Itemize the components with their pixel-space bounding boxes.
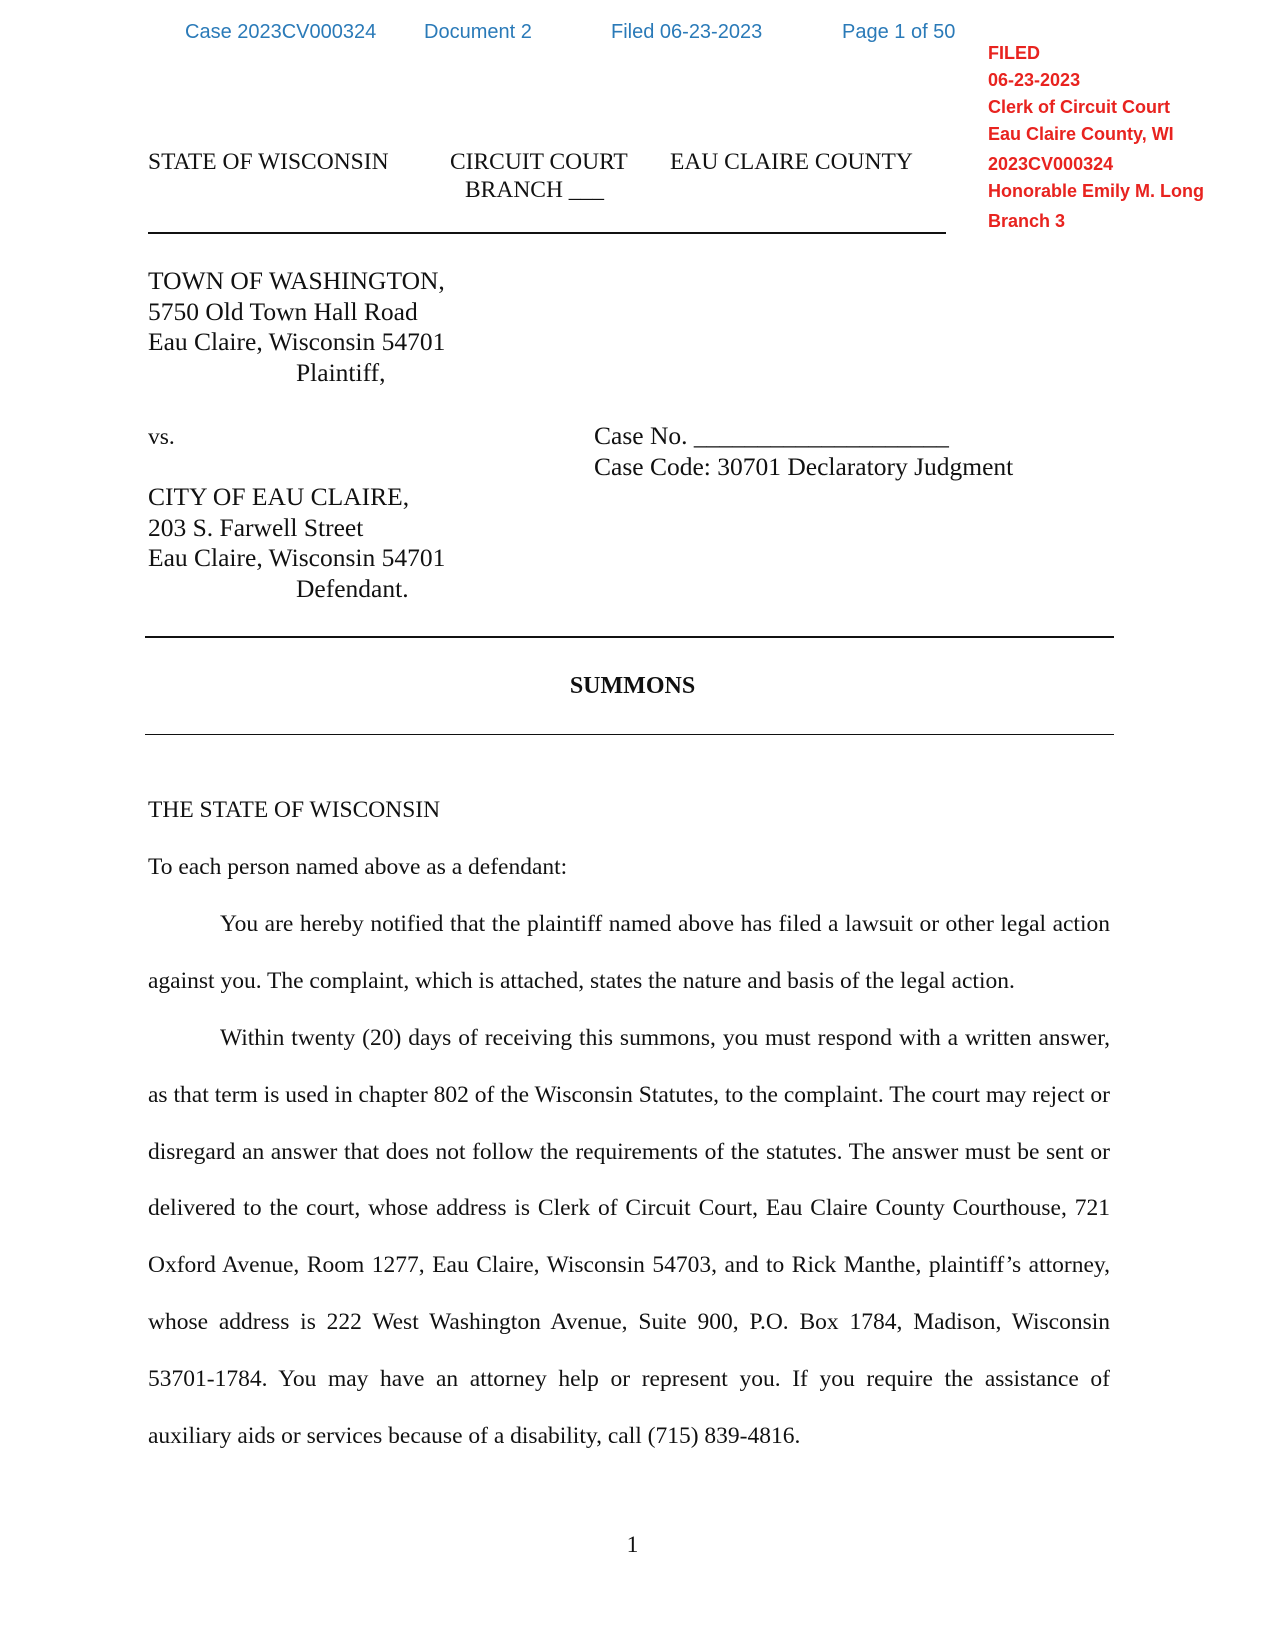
plaintiff-role: Plaintiff, — [296, 357, 386, 387]
defendant-name: CITY OF EAU CLAIRE, — [148, 482, 410, 511]
defendant-role: Defendant. — [296, 573, 409, 603]
stamp-line: 06-23-2023 — [988, 70, 1081, 90]
caption-branch: BRANCH ___ — [465, 177, 605, 203]
salutation: To each person named above as a defendant: — [148, 854, 568, 880]
defendant-address-line2: Eau Claire, Wisconsin 54701 — [148, 543, 446, 572]
stamp-line: 2023CV000324 — [988, 154, 1114, 174]
case-number: Case No. ____________________ — [594, 421, 949, 450]
stamp-line: FILED — [988, 43, 1040, 63]
state-heading: THE STATE OF WISCONSIN — [148, 797, 441, 823]
paragraph-notice-text: You are hereby notified that the plaintiff named above has filed a lawsuit or other legal action against you. The complaint, which is attached, states the nature and basis of the legal action. — [148, 911, 1110, 994]
stamp-line: Clerk of Circuit Court — [988, 97, 1171, 117]
caption-state: STATE OF WISCONSIN — [148, 149, 389, 175]
plaintiff-address-line1: 5750 Old Town Hall Road — [148, 296, 418, 326]
plaintiff-address-line2: Eau Claire, Wisconsin 54701 — [148, 327, 446, 356]
filing-stamp — [988, 40, 1204, 235]
header-page-count: Page 1 of 50 — [842, 21, 956, 43]
paragraph-notice — [148, 896, 1110, 1010]
title-rule-top — [145, 636, 1114, 638]
paragraph-response — [148, 1010, 1110, 1464]
stamp-line: Branch 3 — [988, 211, 1066, 231]
title-rule-bottom — [145, 734, 1114, 735]
defendant-block — [148, 482, 445, 604]
case-info — [594, 421, 1013, 482]
versus: vs. — [148, 424, 175, 450]
document-title: SUMMONS — [569, 673, 696, 699]
header-document-number: Document 2 — [424, 21, 532, 43]
plaintiff-name: TOWN OF WASHINGTON, — [148, 266, 445, 295]
caption-divider — [148, 232, 946, 234]
plaintiff-block — [148, 266, 445, 388]
header-case-number: Case 2023CV000324 — [185, 21, 377, 43]
case-code: Case Code: 30701 Declaratory Judgment — [594, 451, 1014, 481]
stamp-line: Honorable Emily M. Long — [988, 181, 1205, 201]
paragraph-response-text: Within twenty (20) days of receiving this summons, you must respond with a written answer, as that term is used in chapter 802 of the Wisconsin Statutes, to the complaint. The court may reject or disregard an answer that does not follow the requirements of the statutes. The answer must be sent or delivered to the court, whose address is Clerk of Circuit Court, Eau Claire County Courthouse, 721 Oxford Avenue, Room 1277, Eau Claire, Wisconsin 54703, and to Rick Manthe, plaintiff’s attorney, whose address is 222 West Washington Avenue, Suite 900, P.O. Box 1784, Madison, Wisconsin 53701-1784. You may have an attorney help or represent you. If you require the assistance of auxiliary aids or services because of a disability, call (715) 839-4816. — [148, 1025, 1110, 1449]
stamp-line: Eau Claire County, WI — [988, 124, 1174, 144]
header-filed-date: Filed 06-23-2023 — [611, 21, 763, 43]
defendant-address-line1: 203 S. Farwell Street — [148, 512, 364, 542]
caption-county: EAU CLAIRE COUNTY — [670, 149, 913, 175]
caption-court: CIRCUIT COURT — [450, 149, 628, 175]
page-number: 1 — [626, 1532, 639, 1558]
